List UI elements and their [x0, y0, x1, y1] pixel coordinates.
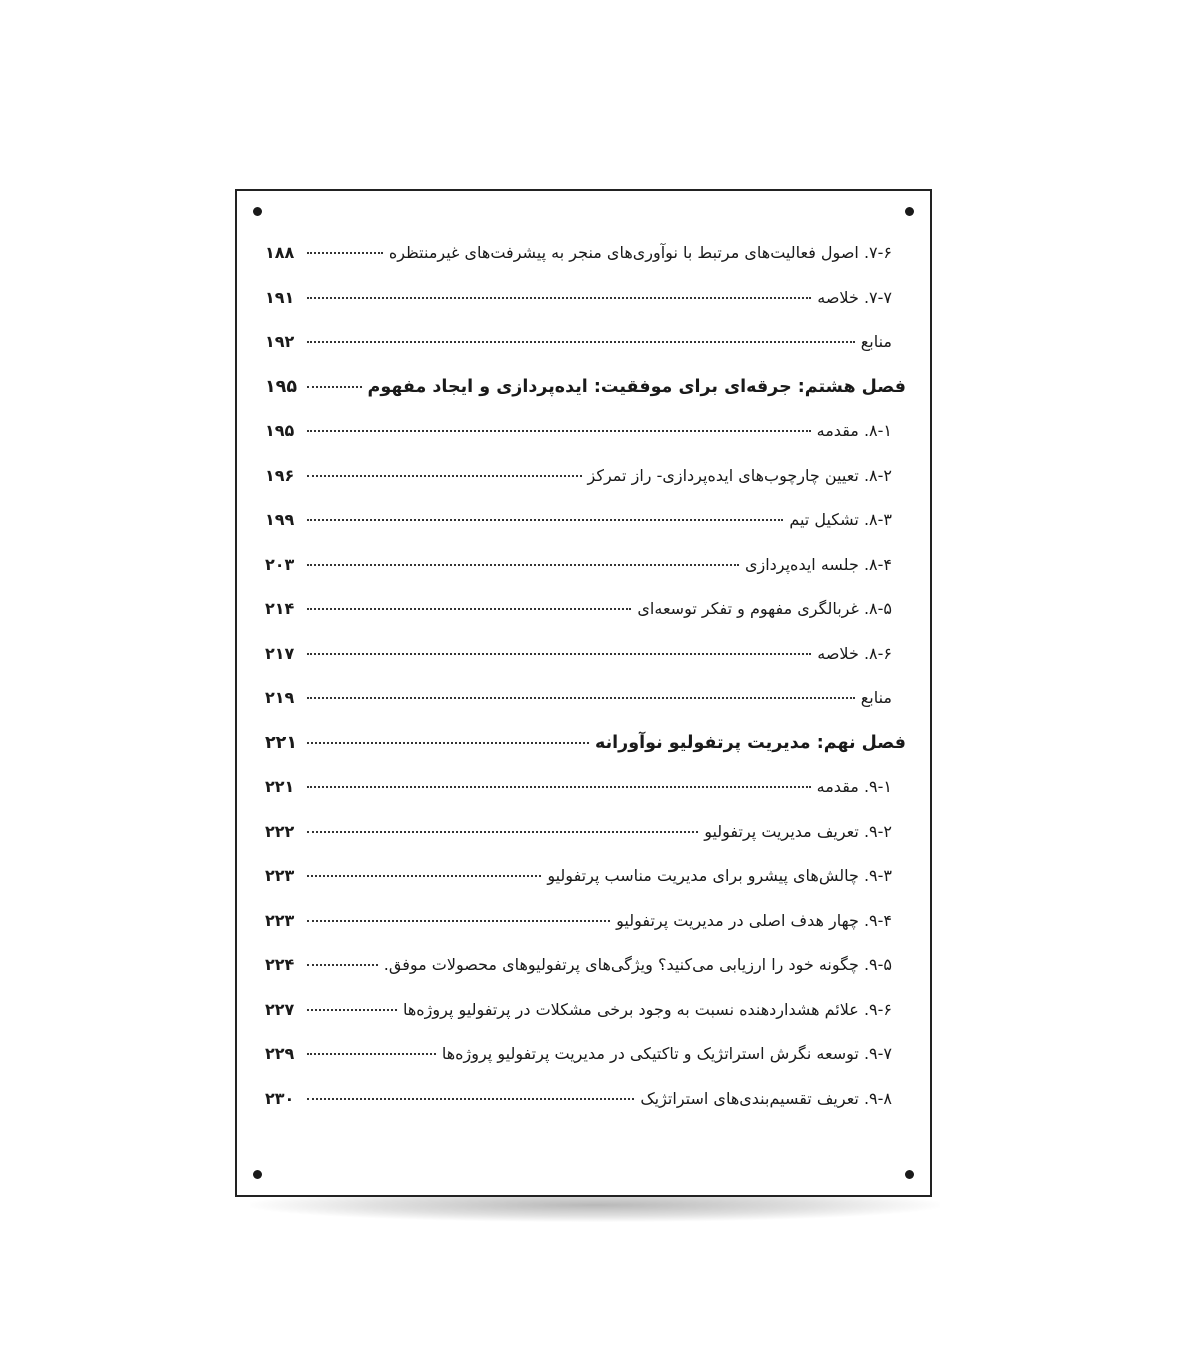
- toc-entry-title: ۸-۲. تعیین چارچوب‌های ایده‌پردازی- راز تمرکز: [587, 465, 892, 485]
- dot-leader: [307, 653, 811, 655]
- toc-section-row[interactable]: [265, 1089, 906, 1134]
- toc-entry-title: ۹-۸. تعریف تقسیم‌بندی‌های استراتژیک: [640, 1088, 892, 1108]
- toc-page-number: ۱۹۲: [265, 332, 295, 351]
- dot-leader: [307, 1009, 397, 1011]
- toc-page-number: ۲۲۱: [265, 732, 298, 753]
- corner-dot-bottom-left: [253, 1170, 262, 1179]
- toc-section-row[interactable]: [265, 466, 906, 511]
- toc-entry-title: فصل هشتم: جرقه‌ای برای موفقیت: ایده‌پردازی و ایجاد مفهوم: [367, 376, 906, 397]
- toc-entry-title: ۹-۵. چگونه خود را ارزیابی می‌کنید؟ ویژگی‌های پرتفولیوهای محصولات موفق.: [383, 955, 892, 974]
- toc-section-row[interactable]: [265, 1044, 906, 1089]
- dot-leader: [307, 519, 783, 521]
- dot-leader: [307, 831, 698, 833]
- corner-dot-top-left: [253, 207, 262, 216]
- toc-entry-title: ۹-۱. مقدمه: [816, 777, 892, 796]
- dot-leader: [307, 608, 631, 610]
- toc-entry-title: ۸-۴. جلسه ایده‌پردازی: [744, 554, 892, 574]
- dot-leader: [307, 875, 541, 877]
- dot-leader: [307, 341, 855, 343]
- toc-page-number: ۲۲۴: [265, 955, 295, 974]
- toc-section-row[interactable]: [265, 510, 906, 555]
- toc-page-number: ۲۲۳: [265, 910, 295, 930]
- toc-section-row[interactable]: [265, 911, 906, 956]
- toc-section-row[interactable]: [265, 822, 906, 867]
- toc-entry-title: ۹-۳. چالش‌های پیشرو برای مدیریت مناسب پرتفولیو: [547, 866, 892, 885]
- toc-page-number: ۱۸۸: [265, 243, 295, 262]
- dot-leader: [307, 697, 855, 699]
- toc-page-number: ۲۱۴: [265, 599, 295, 618]
- corner-dot-bottom-right: [905, 1170, 914, 1179]
- toc-chapter-row[interactable]: [265, 733, 906, 778]
- toc-section-row[interactable]: [265, 777, 906, 822]
- toc-entry-title: ۸-۵. غربالگری مفهوم و تفکر توسعه‌ای: [637, 599, 892, 618]
- toc-entry-title: ۷-۶. اصول فعالیت‌های مرتبط با نوآوری‌های منجر به پیشرفت‌های غیرمنتظره: [388, 243, 892, 262]
- dot-leader: [307, 564, 739, 566]
- dot-leader: [307, 430, 811, 432]
- toc-entry-title: ۹-۶. علائم هشداردهنده نسبت به وجود برخی مشکلات در پرتفولیو پروژه‌ها: [402, 999, 892, 1019]
- toc-entry-title: ۹-۷. توسعه نگرش استراتژیک و تاکتیکی در مدیریت پرتفولیو پروژه‌ها: [441, 1044, 892, 1063]
- toc-references-row[interactable]: [265, 332, 906, 377]
- toc-page-number: ۲۱۹: [265, 688, 295, 707]
- toc-page: [235, 189, 932, 1197]
- toc-section-row[interactable]: [265, 644, 906, 689]
- toc-entry-title: منابع: [860, 688, 892, 707]
- toc-page-number: ۲۲۱: [265, 777, 295, 796]
- dot-leader: [307, 1098, 634, 1100]
- toc-entry-title: منابع: [860, 332, 892, 351]
- toc-chapter-row[interactable]: [265, 377, 906, 422]
- toc-section-row[interactable]: [265, 243, 906, 288]
- toc-page-number: ۲۱۷: [265, 643, 295, 663]
- toc-entry-title: ۸-۱. مقدمه: [816, 421, 892, 440]
- toc-page-number: ۲۲۹: [265, 1044, 295, 1063]
- toc-page-number: ۲۰۳: [265, 554, 295, 574]
- toc-entry-title: ۸-۳. تشکیل تیم: [789, 510, 892, 529]
- toc-page-number: ۲۳۰: [265, 1088, 295, 1108]
- toc-section-row[interactable]: [265, 1000, 906, 1045]
- toc-section-row[interactable]: [265, 866, 906, 911]
- corner-dot-top-right: [905, 207, 914, 216]
- dot-leader: [307, 964, 378, 966]
- toc-page-number: ۱۹۱: [265, 287, 295, 307]
- toc-entry-title: ۷-۷. خلاصه: [817, 287, 892, 307]
- toc-page-number: ۱۹۵: [265, 421, 295, 440]
- toc-section-row[interactable]: [265, 421, 906, 466]
- toc-section-row[interactable]: [265, 955, 906, 1000]
- dot-leader: [307, 475, 582, 477]
- toc-section-row[interactable]: [265, 555, 906, 600]
- dot-leader: [307, 920, 610, 922]
- toc-entry-title: ۹-۴. چهار هدف اصلی در مدیریت پرتفولیو: [616, 910, 892, 930]
- dot-leader: [307, 742, 589, 744]
- toc-section-row[interactable]: [265, 599, 906, 644]
- toc-page-number: ۱۹۵: [265, 376, 298, 397]
- toc-page-number: ۲۲۲: [265, 821, 295, 841]
- dot-leader: [307, 786, 811, 788]
- toc-entry-title: ۸-۶. خلاصه: [817, 643, 892, 663]
- dot-leader: [307, 386, 362, 388]
- toc-page-number: ۲۲۷: [265, 999, 295, 1019]
- toc-references-row[interactable]: [265, 688, 906, 733]
- dot-leader: [307, 252, 383, 254]
- toc-entry-title: ۹-۲. تعریف مدیریت پرتفولیو: [704, 821, 892, 841]
- toc-section-row[interactable]: [265, 288, 906, 333]
- table-of-contents: [265, 243, 906, 1133]
- toc-entry-title: فصل نهم: مدیریت پرتفولیو نوآورانه: [595, 732, 906, 753]
- toc-page-number: ۲۲۳: [265, 866, 295, 885]
- dot-leader: [307, 297, 811, 299]
- dot-leader: [307, 1053, 436, 1055]
- toc-page-number: ۱۹۶: [265, 465, 295, 485]
- toc-page-number: ۱۹۹: [265, 510, 295, 529]
